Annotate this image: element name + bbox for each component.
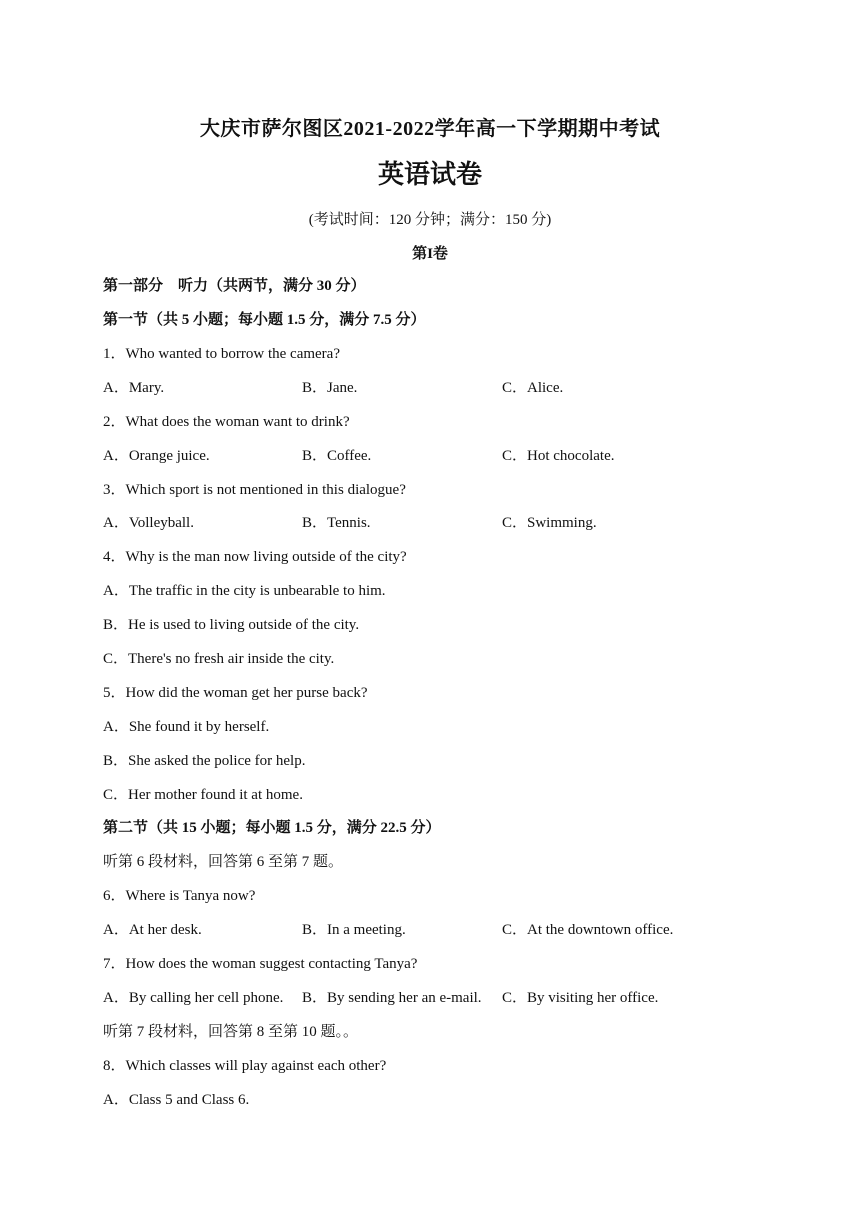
- question-3-option-a: A．Volleyball.: [103, 515, 194, 531]
- question-7-stem: 7．How does the woman suggest contacting Tanya?: [103, 956, 418, 972]
- part1-heading: 第一部分 听力（共两节，满分 30 分）: [103, 278, 366, 294]
- question-7-option-a: A．By calling her cell phone.: [103, 990, 284, 1006]
- question-3-option-c: C．Swimming.: [502, 515, 597, 531]
- material-6-instruction: 听第 6 段材料，回答第 6 至第 7 题。: [103, 854, 344, 870]
- question-3-option-b: B．Tennis.: [302, 515, 371, 531]
- question-5-option-a: A．She found it by herself.: [103, 719, 270, 735]
- exam-subject-title: 英语试卷: [377, 160, 482, 189]
- question-6-option-a: A．At her desk.: [103, 922, 202, 938]
- question-4-option-c: C．There's no fresh air inside the city.: [103, 651, 335, 667]
- question-4-stem: 4．Why is the man now living outside of the city?: [103, 549, 407, 565]
- question-2-option-b: B．Coffee.: [302, 448, 372, 464]
- section2-heading: 第二节（共 15 小题；每小题 1.5 分，满分 22.5 分）: [103, 820, 441, 836]
- question-3-stem: 3．Which sport is not mentioned in this dialogue?: [103, 482, 406, 498]
- question-5-option-c: C．Her mother found it at home.: [103, 787, 303, 803]
- question-6-option-c: C．At the downtown office.: [502, 922, 674, 938]
- question-5-option-b: B．She asked the police for help.: [103, 753, 306, 769]
- question-7-option-b: B．By sending her an e-mail.: [302, 990, 482, 1006]
- question-1-option-c: C．Alice.: [502, 380, 564, 396]
- question-8-stem: 8．Which classes will play against each other?: [103, 1058, 387, 1074]
- question-1-stem: 1．Who wanted to borrow the camera?: [103, 346, 340, 362]
- exam-title: 大庆市萨尔图区2021-2022学年高一下学期期中考试: [199, 118, 661, 140]
- question-8-option-a: A．Class 5 and Class 6.: [103, 1092, 250, 1108]
- question-2-option-a: A．Orange juice.: [103, 448, 210, 464]
- question-6-stem: 6．Where is Tanya now?: [103, 888, 256, 904]
- section1-heading: 第一节（共 5 小题；每小题 1.5 分，满分 7.5 分）: [103, 312, 426, 328]
- question-1-option-b: B．Jane.: [302, 380, 358, 396]
- exam-info: (考试时间：120 分钟；满分：150 分): [308, 212, 552, 228]
- volume-label: 第I卷: [412, 246, 448, 262]
- material-7-instruction: 听第 7 段材料，回答第 8 至第 10 题。。: [103, 1024, 359, 1040]
- question-4-option-b: B．He is used to living outside of the city.: [103, 617, 360, 633]
- question-2-option-c: C．Hot chocolate.: [502, 448, 615, 464]
- question-6-option-b: B．In a meeting.: [302, 922, 406, 938]
- question-7-option-c: C．By visiting her office.: [502, 990, 659, 1006]
- question-5-stem: 5．How did the woman get her purse back?: [103, 685, 368, 701]
- question-1-option-a: A．Mary.: [103, 380, 165, 396]
- question-2-stem: 2．What does the woman want to drink?: [103, 414, 350, 430]
- question-4-option-a: A．The traffic in the city is unbearable to him.: [103, 583, 386, 599]
